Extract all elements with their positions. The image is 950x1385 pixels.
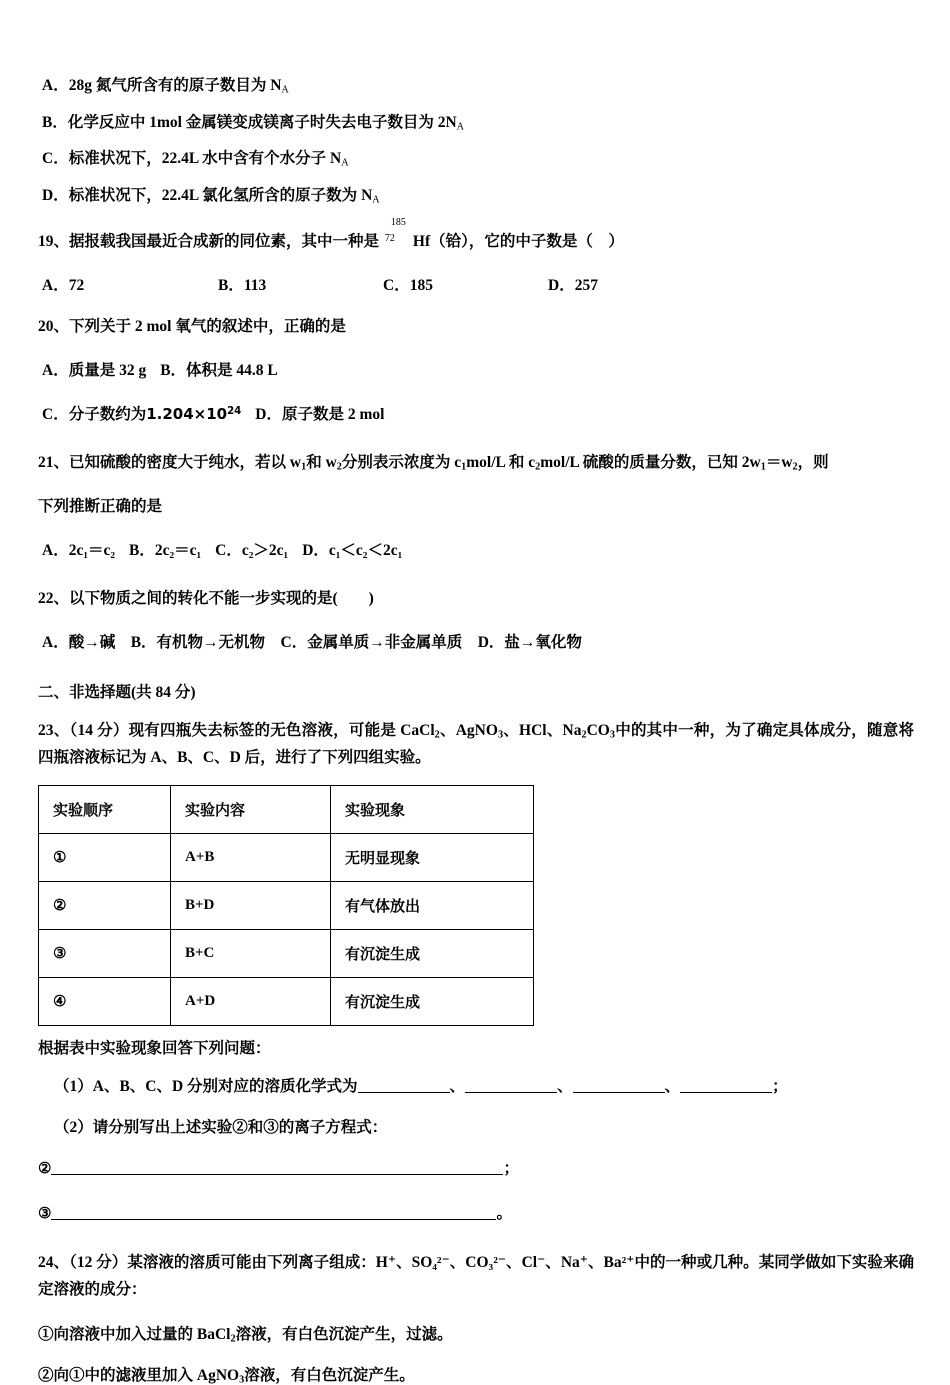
- table-cell-order: ④: [39, 978, 171, 1026]
- q23-sub2: （2）请分别写出上述实验②和③的离子方程式：: [54, 1119, 388, 1137]
- table-header-row: [39, 786, 534, 834]
- q23-answer-3-label: ③: [38, 1206, 52, 1223]
- table-cell-order: ②: [39, 882, 171, 930]
- q23-answer-blank-2[interactable]: [51, 1160, 503, 1176]
- table-row: [39, 978, 534, 1026]
- isotope-symbol: Hf: [412, 233, 431, 250]
- q24-step2-sub: 3: [239, 1373, 245, 1385]
- table-row: [39, 882, 534, 930]
- q21-option-c-letter: C．: [215, 542, 242, 559]
- table-cell-order: ①: [39, 834, 171, 882]
- q23-answer-blank-3[interactable]: [51, 1205, 496, 1221]
- q23-sub1-sep2: 、: [557, 1078, 573, 1096]
- q24-stem: [38, 1250, 914, 1303]
- q21-stem-p3: 分别表示浓度为 c: [341, 454, 462, 471]
- q18-option-d: [42, 188, 914, 204]
- q18-option-a-sub: A: [281, 84, 289, 96]
- q19-option-d-letter: D．: [548, 277, 575, 294]
- q23-after-table-note: 根据表中实验现象回答下列问题：: [38, 1040, 271, 1058]
- q20-option-b: B．体积是 44.8 L: [160, 362, 278, 379]
- q21-stem-p7: ，则: [797, 454, 829, 471]
- q24-step2-p1: ②向①中的滤液里加入 AgNO: [38, 1366, 240, 1384]
- q21-stem-p6: ＝w: [765, 454, 793, 471]
- q23-sub1: [38, 1074, 914, 1096]
- isotope-atomic-number: 72: [384, 232, 395, 244]
- section-2-heading: 二、非选择题(共 84 分): [38, 684, 196, 701]
- q18-option-b-text: 化学反应中 1mol 金属镁变成镁离子时失去电子数目为 2N: [67, 113, 457, 131]
- q21-stem-p1: 已知硫酸的密度大于纯水，若以 w: [69, 454, 302, 471]
- q22-options-text: A．酸→碱 B．有机物→无机物 C．金属单质→非金属单质 D．盐→氧化物: [42, 634, 582, 651]
- q24-stem-p1-text: 某溶液的溶质可能由下列离子组成：: [127, 1254, 376, 1272]
- table-cell-phenomenon: 有沉淀生成: [331, 930, 534, 978]
- q21-options-row: [42, 538, 914, 560]
- q19-option-b-value: 113: [243, 277, 267, 294]
- q21-stem-line1: [38, 450, 914, 472]
- q21-stem-s1: 1: [301, 461, 307, 473]
- table-cell-phenomenon: 有气体放出: [331, 882, 534, 930]
- table-cell-order: ③: [39, 930, 171, 978]
- isotope-notation: [383, 216, 413, 247]
- q19-stem: [38, 216, 914, 251]
- q18-option-b-letter: B．: [42, 113, 68, 131]
- q24-number: 24、: [38, 1254, 70, 1272]
- q21-option-a: [42, 542, 115, 559]
- q22-stem-text: 以下物质之间的转化不能一步实现的是( ): [69, 590, 374, 607]
- q19-option-b: [218, 273, 266, 295]
- q19-stem-after: （铪），它的中子数是（ ）: [430, 233, 624, 250]
- table-cell-phenomenon: 有沉淀生成: [331, 978, 534, 1026]
- q19-number: 19、: [38, 233, 70, 250]
- q18-option-d-letter: D．: [42, 186, 69, 204]
- q21-stem-s6: 2: [792, 461, 798, 473]
- q21-option-c: [215, 542, 288, 559]
- q23-stem-s2: 3: [497, 729, 504, 741]
- q23-number: 23、: [38, 722, 70, 739]
- q24-step-1: [38, 1322, 914, 1344]
- q21-stem-s2: 2: [336, 461, 342, 473]
- q23-blank-d[interactable]: [680, 1078, 772, 1094]
- q24-score: （12 分）: [69, 1254, 128, 1272]
- q23-blank-c[interactable]: [573, 1078, 665, 1094]
- table-header-phenomenon: 实验现象: [331, 786, 534, 834]
- q23-blank-a[interactable]: [358, 1078, 450, 1094]
- table-cell-phenomenon: 无明显现象: [331, 834, 534, 882]
- q20-options-line2: [42, 402, 914, 424]
- q23-blank-b[interactable]: [465, 1078, 557, 1094]
- q20-option-a: A．质量是 32 g: [42, 362, 147, 379]
- q20-option-c-value: [146, 405, 241, 423]
- q23-stem-s3: 2: [581, 729, 587, 741]
- q21-stem-s4: 2: [535, 461, 541, 473]
- q19-option-a: [42, 273, 84, 295]
- q20-option-c-exponent: 24: [227, 406, 242, 418]
- q24-ion-list: H⁺、SO₄²⁻、CO₃²⁻、Cl⁻、Na⁺、Ba²⁺: [375, 1254, 635, 1272]
- q19-option-a-letter: A．: [42, 277, 69, 294]
- q18-option-c-text: 标准状况下，22.4L 水中含有个水分子 N: [68, 150, 342, 167]
- q22-number: 22、: [38, 590, 70, 607]
- q20-stem: [38, 314, 914, 336]
- q18-option-a-letter: A．: [42, 77, 69, 94]
- isotope-mass-number: 185: [390, 216, 406, 228]
- table-cell-content: B+D: [171, 882, 331, 930]
- q21-stem-s5: 1: [760, 461, 766, 473]
- table-row: [39, 930, 534, 978]
- q21-option-b: [129, 542, 201, 559]
- q18-option-a: [42, 78, 914, 94]
- q21-stem-p4: mol/L 和 c: [466, 454, 536, 471]
- q23-stem-p4: CO: [586, 722, 610, 739]
- q18-option-c: [42, 151, 914, 167]
- q23-stem-s4: 3: [609, 729, 615, 741]
- table-header-order: 实验顺序: [39, 786, 171, 834]
- q18-option-d-sub: A: [372, 193, 380, 205]
- q19-option-a-value: 72: [68, 277, 85, 294]
- q19-option-d: [548, 273, 598, 295]
- q23-score: （14 分）: [69, 722, 129, 739]
- q23-stem: [38, 718, 914, 771]
- table-cell-content: A+D: [171, 978, 331, 1026]
- q24-step1-p2: 溶液，有白色沉淀产生，过滤。: [235, 1325, 453, 1343]
- q21-stem-p5: mol/L 硫酸的质量分数，已知 2w: [540, 454, 761, 471]
- q21-stem-p2: 和 w: [306, 454, 337, 471]
- q21-option-b-letter: B．: [129, 542, 155, 559]
- q20-stem-text: 下列关于 2 mol 氧气的叙述中，正确的是: [69, 318, 346, 335]
- q23-answer-row-3: [38, 1201, 914, 1223]
- q19-option-c-letter: C．: [383, 277, 410, 294]
- q23-answer-3-end: 。: [496, 1205, 512, 1223]
- q18-option-b: [42, 115, 914, 131]
- q19-options-row: [38, 273, 914, 294]
- q18-option-b-sub: A: [456, 120, 465, 132]
- q21-stem-s3: 1: [461, 461, 467, 473]
- q23-answer-2-end: ；: [503, 1160, 519, 1178]
- q23-stem-p1: 现有四瓶失去标签的无色溶液，可能是 CaCl: [128, 722, 435, 739]
- q21-number: 21、: [38, 454, 70, 471]
- q21-option-d: [302, 542, 402, 559]
- q24-stem-p2: 中的一种或几种。某同学做如下实验来确定溶液的成分：: [38, 1254, 914, 1298]
- q24-step1-sub: 2: [230, 1332, 236, 1344]
- experiment-table: [38, 785, 534, 1026]
- q22-options-row: [42, 630, 914, 652]
- q23-stem-s1: 2: [434, 729, 440, 741]
- q23-stem-p2: 、AgNO: [439, 722, 498, 739]
- q20-option-d: D．原子数是 2 mol: [255, 406, 385, 423]
- q21-option-d-letter: D．: [302, 542, 329, 559]
- q19-stem-before: 据报载我国最近合成新的同位素，其中一种是: [69, 233, 380, 250]
- q19-option-b-letter: B．: [218, 277, 244, 294]
- q21-option-c-expr: c₂＞2c₁: [241, 542, 289, 559]
- table-cell-content: A+B: [171, 834, 331, 882]
- q20-options-line1: [42, 358, 914, 380]
- q20-option-c-mantissa: 1.204×10: [146, 405, 228, 423]
- q18-option-c-letter: C．: [42, 150, 69, 167]
- q20-option-c-label: C．分子数约为: [42, 406, 147, 423]
- q18-option-c-sub: A: [341, 157, 349, 169]
- table-row: [39, 834, 534, 882]
- q23-stem-p5: 中的其中一种，为了确定具体成分，随意将四瓶溶液标记为 A、B、C、D 后，进行了下列四组实验。: [38, 722, 914, 766]
- q23-sub1-text: （1）A、B、C、D 分别对应的溶质化学式为: [54, 1078, 358, 1096]
- q24-step1-p1: ①向溶液中加入过量的 BaCl: [38, 1325, 231, 1343]
- q21-stem-line2-text: 下列推断正确的是: [38, 498, 163, 515]
- q21-option-d-expr: c₁＜c₂＜2c₁: [328, 542, 403, 559]
- q19-option-d-value: 257: [574, 277, 598, 294]
- q23-sub1-sep3: 、: [664, 1078, 681, 1096]
- q20-number: 20、: [38, 318, 70, 335]
- q24-step-2: [38, 1363, 914, 1385]
- q21-stem-line2: [38, 494, 914, 516]
- q19-option-c: [383, 273, 433, 295]
- table-cell-content: B+C: [171, 930, 331, 978]
- q23-answer-row-2: [38, 1156, 914, 1178]
- q18-option-d-text: 标准状况下，22.4L 氯化氢所含的原子数为 N: [68, 186, 373, 204]
- q23-sub1-end: ；: [772, 1078, 788, 1096]
- q21-option-a-letter: A．: [42, 542, 69, 559]
- q23-sub1-sep1: 、: [449, 1078, 466, 1096]
- q22-stem: [38, 586, 914, 608]
- q23-answer-2-label: ②: [38, 1161, 52, 1178]
- q21-option-b-expr: 2c₂＝c₁: [154, 542, 202, 559]
- table-header-content: 实验内容: [171, 786, 331, 834]
- q18-option-a-text: 28g 氮气所含有的原子数目为 N: [68, 77, 282, 94]
- q23-stem-p3: 、HCl、Na: [503, 722, 582, 739]
- q19-option-c-value: 185: [409, 277, 433, 294]
- q24-step2-p2: 溶液，有白色沉淀产生。: [244, 1366, 415, 1384]
- q21-option-a-expr: 2c₁＝c₂: [68, 542, 116, 559]
